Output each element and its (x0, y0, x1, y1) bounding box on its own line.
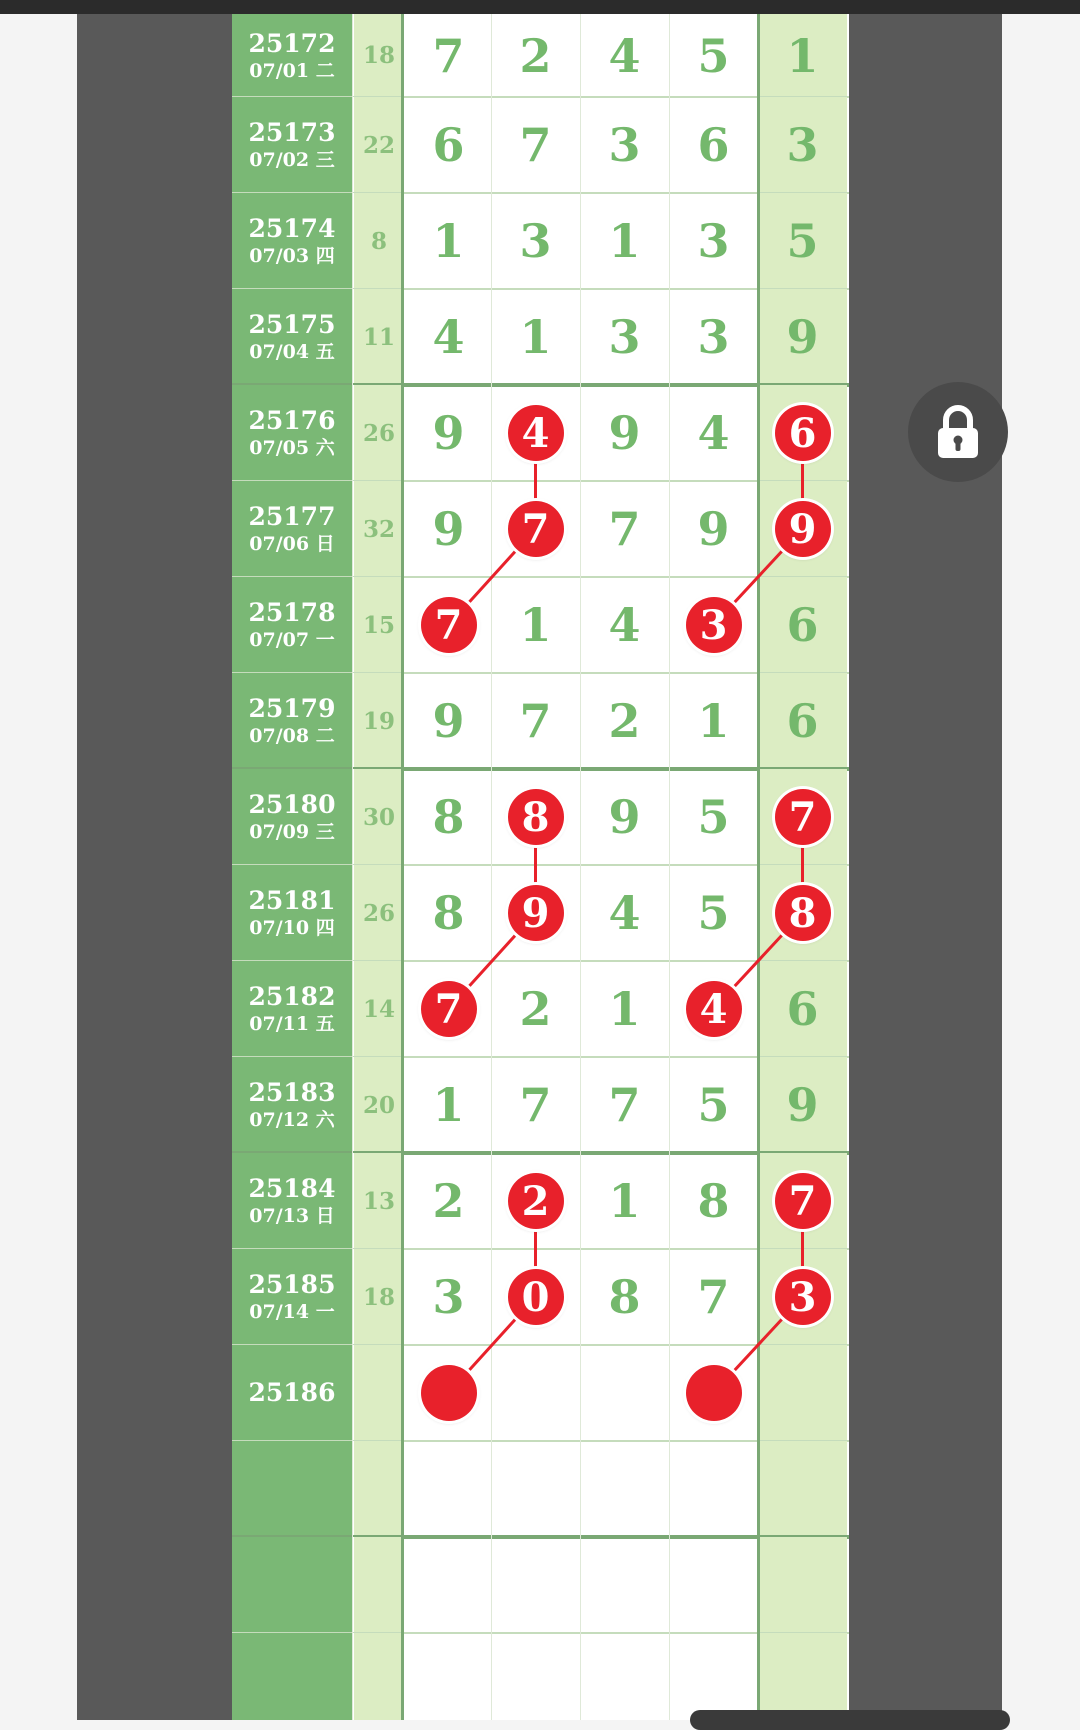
issue-number: 25181 (248, 886, 336, 915)
sum-cell: 20 (352, 1057, 404, 1153)
digit-value: 1 (432, 214, 465, 268)
issue-number: 25183 (248, 1078, 336, 1107)
digit-value: 9 (608, 790, 641, 844)
digit-value: 4 (697, 406, 730, 460)
digit-value: 3 (608, 310, 641, 364)
trend-link-lines (232, 14, 849, 1720)
digit-value: 1 (608, 1174, 641, 1228)
marked-digit-ball: 7 (775, 1173, 831, 1229)
sum-cell: 26 (352, 865, 404, 961)
digit-value: 5 (697, 790, 730, 844)
sum-cell: 15 (352, 577, 404, 673)
digit-value: 6 (786, 694, 819, 748)
issue-date: 07/11 五 (249, 1013, 335, 1035)
sum-cell: 18 (352, 14, 404, 97)
digit-value: 6 (786, 982, 819, 1036)
marked-digit-ball: 4 (508, 405, 564, 461)
marked-digit-ball: 3 (775, 1269, 831, 1325)
digit-value: 4 (608, 886, 641, 940)
sum-cell: 11 (352, 289, 404, 385)
issue-number: 25179 (248, 694, 336, 723)
marked-digit-ball: 2 (508, 1173, 564, 1229)
sum-cell: 22 (352, 97, 404, 193)
digit-value: 9 (786, 310, 819, 364)
digit-value: 4 (432, 310, 465, 364)
issue-date: 07/04 五 (249, 341, 335, 363)
issue-number: 25180 (248, 790, 336, 819)
digit-value: 6 (697, 118, 730, 172)
issue-number: 25185 (248, 1270, 336, 1299)
digit-value: 5 (697, 28, 730, 83)
digit-value: 9 (786, 1078, 819, 1132)
digit-value: 8 (608, 1270, 641, 1324)
sum-cell: 18 (352, 1249, 404, 1345)
issue-date: 07/02 三 (249, 149, 335, 171)
marked-digit-ball: 8 (508, 789, 564, 845)
marked-digit-ball: 4 (686, 981, 742, 1037)
digit-value: 7 (608, 502, 641, 556)
issue-number: 25174 (248, 214, 336, 243)
digit-value: 1 (608, 214, 641, 268)
digit-value: 7 (432, 28, 465, 83)
digit-value: 3 (432, 1270, 465, 1324)
marked-digit-ball: 0 (508, 1269, 564, 1325)
digit-value: 3 (697, 310, 730, 364)
digit-value: 1 (786, 28, 819, 83)
sum-cell: 8 (352, 193, 404, 289)
sum-cell: 19 (352, 673, 404, 769)
digit-value: 2 (432, 1174, 465, 1228)
digit-value: 5 (697, 886, 730, 940)
marked-digit-ball: 7 (421, 981, 477, 1037)
trend-chart-table (232, 14, 849, 1720)
issue-number: 25178 (248, 598, 336, 627)
status-bar (0, 0, 1080, 14)
issue-date: 07/08 二 (249, 725, 335, 747)
digit-value: 3 (608, 118, 641, 172)
digit-value: 9 (432, 694, 465, 748)
digit-value: 4 (608, 598, 641, 652)
issue-date: 07/05 六 (249, 437, 335, 459)
issue-date: 07/03 四 (249, 245, 335, 267)
digit-value: 5 (697, 1078, 730, 1132)
issue-number: 25186 (248, 1378, 336, 1407)
digit-value: 8 (432, 886, 465, 940)
sum-cell: 14 (352, 961, 404, 1057)
digit-value: 7 (519, 118, 552, 172)
issue-date: 07/13 日 (249, 1205, 335, 1227)
digit-value: 6 (432, 118, 465, 172)
issue-date: 07/09 三 (249, 821, 335, 843)
digit-value: 1 (608, 982, 641, 1036)
sum-cell: 32 (352, 481, 404, 577)
marked-digit-ball: 7 (421, 597, 477, 653)
marked-digit-ball: 3 (686, 597, 742, 653)
marked-digit-ball (421, 1365, 477, 1421)
digit-value: 6 (786, 598, 819, 652)
lock-button[interactable] (908, 382, 1008, 482)
sum-cell: 13 (352, 1153, 404, 1249)
issue-date: 07/01 二 (249, 59, 335, 82)
digit-value: 2 (519, 982, 552, 1036)
digit-value: 9 (608, 406, 641, 460)
issue-number: 25176 (248, 406, 336, 435)
digit-value: 1 (432, 1078, 465, 1132)
digit-value: 8 (697, 1174, 730, 1228)
digit-value: 5 (786, 214, 819, 268)
issue-number: 25173 (248, 118, 336, 147)
marked-digit-ball: 6 (775, 405, 831, 461)
issue-number: 25172 (248, 28, 336, 58)
sum-cell: 30 (352, 769, 404, 865)
digit-value: 9 (697, 502, 730, 556)
digit-value: 2 (519, 28, 552, 83)
digit-value: 3 (519, 214, 552, 268)
marked-digit-ball: 8 (775, 885, 831, 941)
marked-digit-ball: 9 (775, 501, 831, 557)
digit-value: 7 (608, 1078, 641, 1132)
digit-value: 7 (697, 1270, 730, 1324)
marked-digit-ball: 7 (508, 501, 564, 557)
digit-value: 1 (519, 598, 552, 652)
issue-number: 25184 (248, 1174, 336, 1203)
digit-value: 1 (519, 310, 552, 364)
issue-number: 25175 (248, 310, 336, 339)
issue-date: 07/12 六 (249, 1109, 335, 1131)
issue-number: 25182 (248, 982, 336, 1011)
issue-date: 07/14 一 (249, 1301, 335, 1323)
issue-date: 07/10 四 (249, 917, 335, 939)
marked-digit-ball: 7 (775, 789, 831, 845)
digit-value: 9 (432, 406, 465, 460)
digit-value: 4 (608, 28, 641, 83)
digit-value: 1 (697, 694, 730, 748)
issue-date: 07/06 日 (249, 533, 335, 555)
marked-digit-ball (686, 1365, 742, 1421)
digit-value: 7 (519, 1078, 552, 1132)
digit-value: 8 (432, 790, 465, 844)
lock-icon (934, 404, 982, 460)
digit-value: 3 (786, 118, 819, 172)
digit-value: 2 (608, 694, 641, 748)
digit-value: 3 (697, 214, 730, 268)
issue-date: 07/07 一 (249, 629, 335, 651)
marked-digit-ball: 9 (508, 885, 564, 941)
sum-cell: 26 (352, 385, 404, 481)
digit-value: 9 (432, 502, 465, 556)
issue-number: 25177 (248, 502, 336, 531)
digit-value: 7 (519, 694, 552, 748)
